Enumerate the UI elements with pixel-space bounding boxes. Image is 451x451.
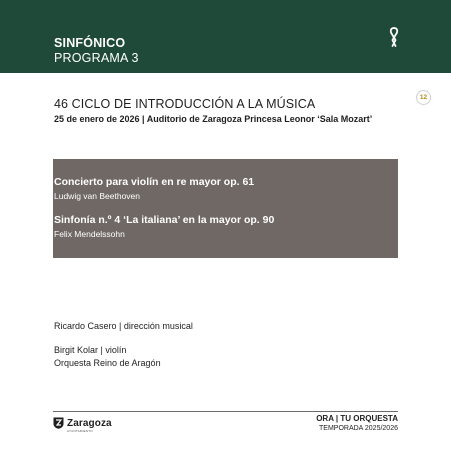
- footer-divider: [53, 411, 398, 412]
- orchestra-tagline: ORA | TU ORQUESTA: [316, 414, 398, 423]
- season-label: TEMPORADA 2025/2026: [319, 425, 398, 432]
- page-number-badge: 12: [416, 90, 431, 105]
- program-number: PROGRAMA 3: [54, 51, 139, 65]
- cycle-title: 46 CICLO DE INTRODUCCIÓN A LA MÚSICA: [54, 97, 316, 111]
- logo-subtext: AYUNTAMIENTO: [67, 429, 93, 433]
- orchestra-credit: Orquesta Reino de Aragón: [54, 358, 161, 368]
- series-title: SINFÓNICO: [54, 36, 126, 50]
- work-title: Concierto para violín en re mayor op. 61: [54, 176, 255, 188]
- zaragoza-logo: [53, 416, 112, 430]
- work-composer: Ludwig van Beethoven: [54, 191, 141, 201]
- awareness-ribbon-icon: [387, 27, 401, 47]
- work-title: Sinfonía n.º 4 ‘La italiana’ en la mayor op. 90: [54, 214, 275, 226]
- program-box: [53, 159, 398, 258]
- header-band: [0, 0, 451, 73]
- conductor-credit: Ricardo Casero | dirección musical: [54, 321, 193, 331]
- zaragoza-lion-icon: [53, 417, 64, 429]
- soloist-credit: Birgit Kolar | violín: [54, 345, 127, 355]
- logo-wordmark: Zaragoza: [67, 417, 112, 429]
- work-composer: Felix Mendelssohn: [54, 229, 125, 239]
- cycle-date-venue: 25 de enero de 2026 | Auditorio de Zaragoza Princesa Leonor ‘Sala Mozart’: [54, 114, 373, 124]
